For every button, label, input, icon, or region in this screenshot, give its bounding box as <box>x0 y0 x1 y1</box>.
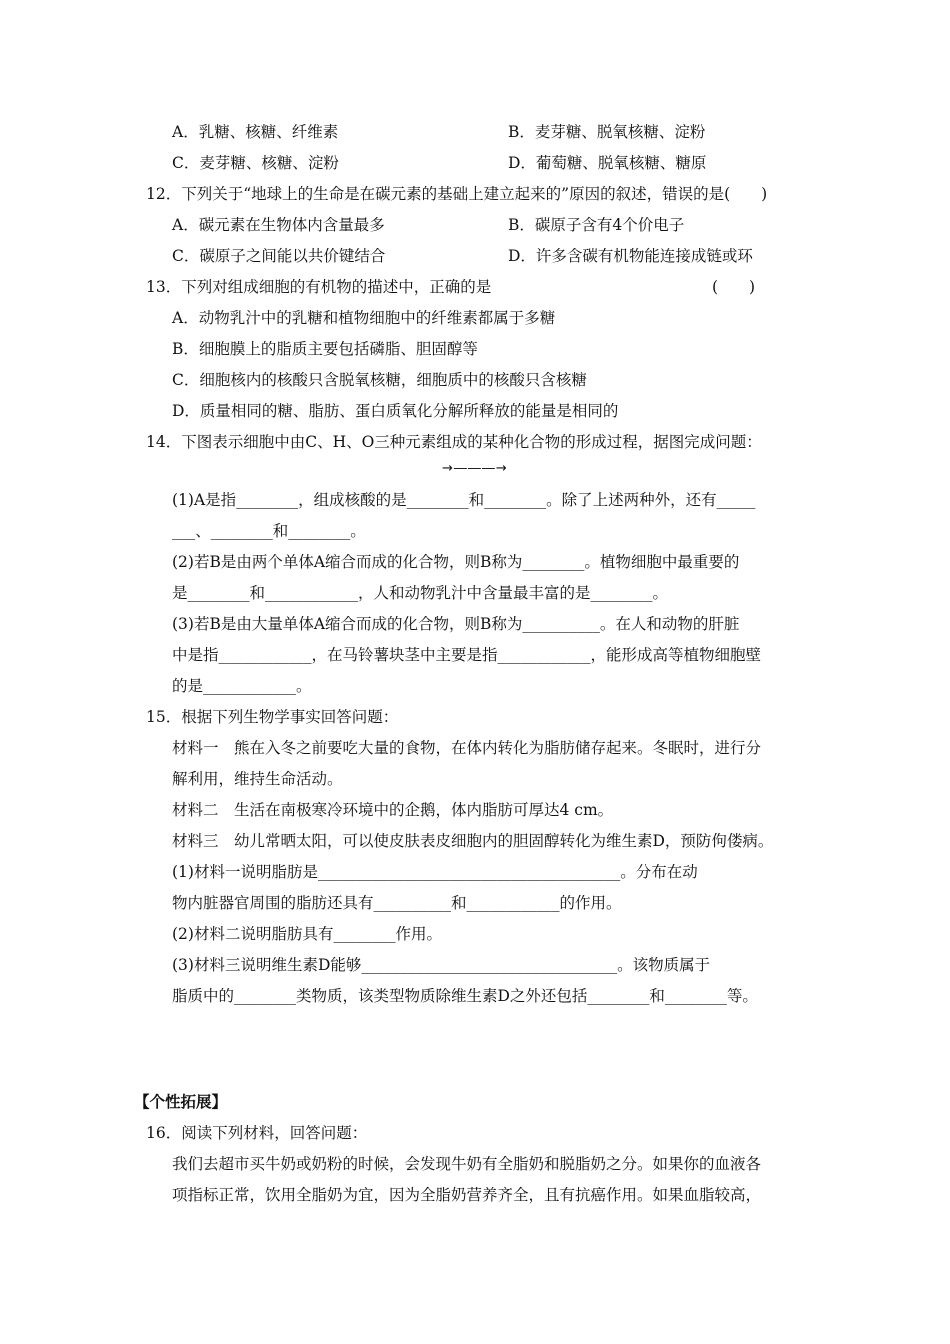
q15-line-7: (2)材料二说明脂肪具有________作用。 <box>172 925 442 943</box>
q15-line-8: (3)材料三说明维生素D能够_________________________________。该物质属于 <box>172 956 711 974</box>
q15-line-4: 材料三 幼儿常晒太阳，可以使皮肤表皮细胞内的胆固醇转化为维生素D，预防佝偻病。 <box>172 832 774 850</box>
q14-line-2: ___、________和________。 <box>172 522 366 540</box>
q15-line-3: 材料二 生活在南极寒冷环境中的企鹅，体内脂肪可厚达4 cm。 <box>172 801 614 819</box>
q13-option-c: C．细胞核内的核酸只含脱氧核糖，细胞质中的核酸只含核糖 <box>172 371 587 389</box>
q15-line-6: 物内脏器官周围的脂肪还具有__________和____________的作用。 <box>172 894 622 912</box>
q14-line-5: (3)若B是由大量单体A缩合而成的化合物，则B称为__________。在人和动物的肝脏 <box>172 615 740 633</box>
q12-option-b: B．碳原子含有4个价电子 <box>508 216 685 234</box>
q14-line-7: 的是____________。 <box>172 677 312 695</box>
q12-option-d: D．许多含碳有机物能连接成链或环 <box>508 247 753 265</box>
q14-line-3: (2)若B是由两个单体A缩合而成的化合物，则B称为________。植物细胞中最重要的 <box>172 553 740 571</box>
q11-option-a: A．乳糖、核糖、纤维素 <box>172 123 339 141</box>
q14-line-6: 中是指____________，在马铃薯块茎中主要是指____________，能形成高等植物细胞壁 <box>172 646 762 664</box>
q13-option-b: B．细胞膜上的脂质主要包括磷脂、胆固醇等 <box>172 340 478 358</box>
q11-option-d: D．葡萄糖、脱氧核糖、糖原 <box>508 154 707 172</box>
q14-line-4: 是________和____________，人和动物乳汁中含量最丰富的是________。 <box>172 584 669 602</box>
q16-line-2: 项指标正常，饮用全脂奶为宜，因为全脂奶营养齐全，且有抗癌作用。如果血脂较高， <box>172 1186 762 1204</box>
q11-option-b: B．麦芽糖、脱氧核糖、淀粉 <box>508 123 706 141</box>
q14-stem: 14．下图表示细胞中由C、H、O三种元素组成的某种化合物的形成过程，据图完成问题： <box>146 433 762 451</box>
q15-stem: 15．根据下列生物学事实回答问题： <box>146 708 399 726</box>
q13-option-d: D．质量相同的糖、脂肪、蛋白质氧化分解所释放的能量是相同的 <box>172 402 619 420</box>
q15-line-5: (1)材料一说明脂肪是_______________________________________。分布在动 <box>172 863 698 881</box>
q12-option-a: A．碳元素在生物体内含量最多 <box>172 216 385 234</box>
q12-stem: 12．下列关于“地球上的生命是在碳元素的基础上建立起来的”原因的叙述，错误的是( ) <box>146 185 768 203</box>
q12-option-c: C．碳原子之间能以共价键结合 <box>172 247 386 265</box>
q15-line-9: 脂质中的________类物质，该类型物质除维生素D之外还包括________和________等。 <box>172 987 758 1005</box>
q16-line-1: 我们去超市买牛奶或奶粉的时候，会发现牛奶有全脂奶和脱脂奶之分。如果你的血液各 <box>172 1155 762 1173</box>
q15-line-1: 材料一 熊在入冬之前要吃大量的食物，在体内转化为脂肪储存起来。冬眠时，进行分 <box>172 739 762 757</box>
q14-line-1: (1)A是指________，组成核酸的是________和________。除了上述两种外，还有_____ <box>172 491 756 509</box>
q16-stem: 16．阅读下列材料，回答问题： <box>146 1124 368 1142</box>
q14-diagram-arrow: →―――→ <box>442 461 508 476</box>
q15-line-2: 解利用，维持生命活动。 <box>172 770 343 788</box>
q11-option-c: C．麦芽糖、核糖、淀粉 <box>172 154 339 172</box>
section-title: 【个性拓展】 <box>134 1092 228 1111</box>
q13-answer-bracket: ( ) <box>712 278 756 296</box>
q13-stem: 13．下列对组成细胞的有机物的描述中，正确的是 <box>146 278 492 296</box>
q13-option-a: A．动物乳汁中的乳糖和植物细胞中的纤维素都属于多糖 <box>172 309 556 327</box>
